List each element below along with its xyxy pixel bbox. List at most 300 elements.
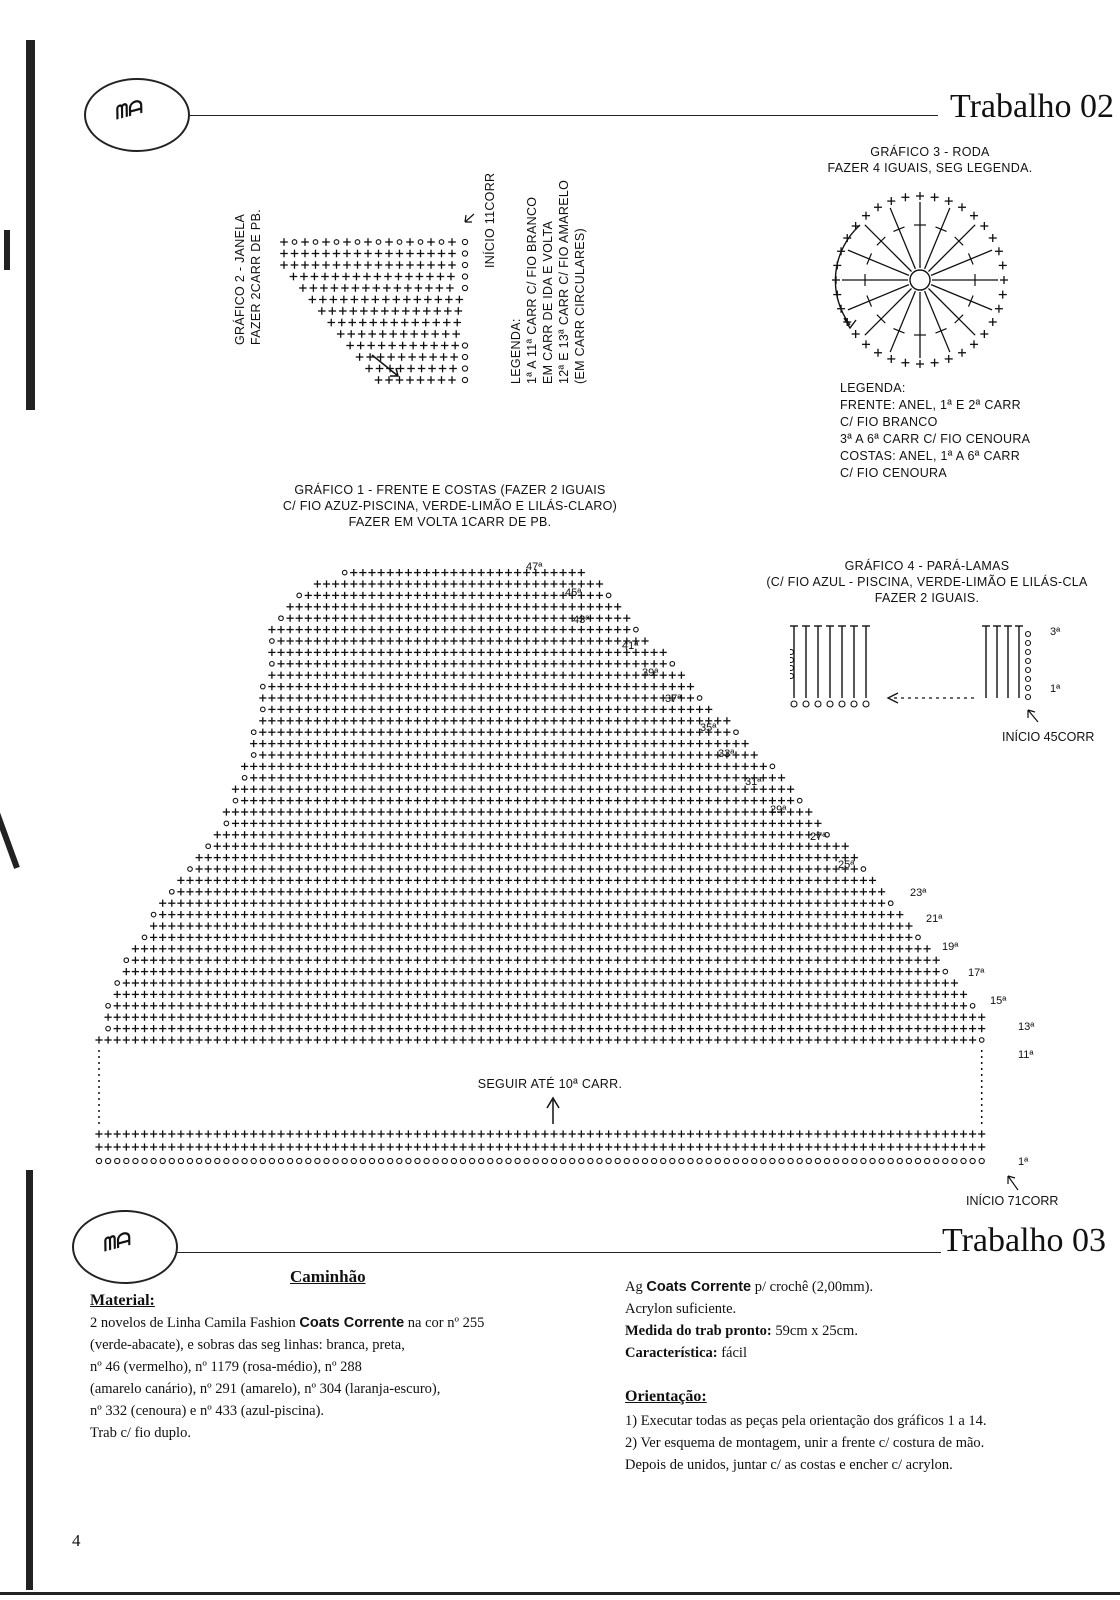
stitch-plus: [714, 843, 721, 850]
stitch-plus: [287, 774, 294, 781]
stitch-plus: [523, 717, 530, 724]
stitch-plus: [396, 922, 403, 929]
stitch-chain: [178, 1158, 183, 1163]
stitch-plus: [651, 991, 658, 998]
stitch-plus: [341, 1014, 348, 1021]
stitch-plus: [532, 649, 539, 656]
stitch-chain: [406, 1158, 411, 1163]
stitch-plus: [714, 1025, 721, 1032]
stitch-plus: [587, 580, 594, 587]
stitch-plus: [350, 922, 357, 929]
stitch-plus: [660, 968, 667, 975]
stitch-plus: [441, 922, 448, 929]
stitch-plus: [341, 1143, 348, 1150]
stitch-plus: [560, 968, 567, 975]
stitch-chain: [133, 1158, 138, 1163]
stitch-plus: [259, 763, 266, 770]
stitch-plus: [632, 854, 639, 861]
stitch-plus: [614, 615, 621, 622]
stitch-plus: [760, 945, 767, 952]
stitch-plus: [332, 626, 339, 633]
stitch-plus: [614, 603, 621, 610]
stitch-plus: [168, 1025, 175, 1032]
stitch-plus: [469, 603, 476, 610]
stitch-plus: [387, 1130, 394, 1137]
stitch-plus: [459, 831, 466, 838]
stitch-plus: [614, 934, 621, 941]
stitch-plus: [223, 900, 230, 907]
stitch-plus: [541, 660, 548, 667]
stitch-plus: [723, 1143, 730, 1150]
stitch-plus: [114, 1143, 121, 1150]
stitch-plus: [205, 934, 212, 941]
stitch-plus: [277, 934, 284, 941]
stitch-plus: [605, 717, 612, 724]
stitch-plus: [378, 751, 385, 758]
stitch-plus: [314, 580, 321, 587]
stitch-plus: [396, 580, 403, 587]
stitch-plus: [378, 774, 385, 781]
stitch-plus: [459, 626, 466, 633]
stitch-plus: [842, 968, 849, 975]
stitch-plus: [605, 991, 612, 998]
stitch-plus: [787, 968, 794, 975]
stitch-plus: [541, 991, 548, 998]
stitch-plus: [742, 922, 749, 929]
stitch-plus: [605, 945, 612, 952]
stitch-plus: [687, 877, 694, 884]
stitch-plus: [396, 1036, 403, 1043]
stitch-chain: [870, 1158, 875, 1163]
stitch-plus: [651, 888, 658, 895]
stitch-plus: [405, 843, 412, 850]
stitch-plus: [387, 649, 394, 656]
stitch-plus: [450, 660, 457, 667]
stitch-plus: [632, 729, 639, 736]
stitch-plus: [432, 797, 439, 804]
stitch-plus: [305, 1002, 312, 1009]
stitch-plus: [569, 717, 576, 724]
stitch-plus: [842, 945, 849, 952]
stitch-plus: [723, 786, 730, 793]
stitch-plus: [523, 877, 530, 884]
stitch-chain: [790, 674, 794, 679]
stitch-plus: [314, 626, 321, 633]
stitch-plus: [469, 763, 476, 770]
stitch-plus: [723, 968, 730, 975]
stitch-plus: [514, 843, 521, 850]
stitch-plus: [168, 1036, 175, 1043]
stitch-chain: [797, 1158, 802, 1163]
stitch-plus: [205, 1002, 212, 1009]
stitch-plus: [796, 1002, 803, 1009]
stitch-plus: [787, 854, 794, 861]
stitch-plus: [569, 1143, 576, 1150]
stitch-plus: [350, 808, 357, 815]
stitch-plus: [441, 1143, 448, 1150]
stitch-plus: [760, 991, 767, 998]
stitch-plus: [632, 957, 639, 964]
stitch-plus: [441, 1130, 448, 1137]
stitch-plus: [441, 592, 448, 599]
stitch-plus: [905, 968, 912, 975]
stitch-plus: [423, 900, 430, 907]
stitch-plus: [842, 1143, 849, 1150]
stitch-plus: [387, 820, 394, 827]
stitch-plus: [532, 854, 539, 861]
stitch-plus: [587, 1014, 594, 1021]
stitch-plus: [614, 820, 621, 827]
stitch-plus: [405, 694, 412, 701]
stitch-plus: [469, 751, 476, 758]
stitch-plus: [705, 763, 712, 770]
stitch-plus: [569, 694, 576, 701]
stitch-plus: [150, 1014, 157, 1021]
stitch-plus: [277, 694, 284, 701]
stitch-plus: [95, 1143, 102, 1150]
stitch-plus: [760, 1036, 767, 1043]
stitch-plus: [186, 1130, 193, 1137]
stitch-plus: [678, 922, 685, 929]
stitch-plus: [132, 1143, 139, 1150]
stitch-plus: [323, 808, 330, 815]
stitch-plus: [150, 1002, 157, 1009]
stitch-plus: [378, 1014, 385, 1021]
stitch-plus: [487, 717, 494, 724]
stitch-plus: [678, 797, 685, 804]
stitch-plus: [423, 660, 430, 667]
stitch-plus: [505, 945, 512, 952]
stitch-plus: [296, 1130, 303, 1137]
stitch-plus: [714, 1130, 721, 1137]
stitch-plus: [196, 1143, 203, 1150]
stitch-plus: [732, 1130, 739, 1137]
stitch-plus: [314, 1143, 321, 1150]
stitch-chain: [278, 1158, 283, 1163]
stitch-plus: [523, 957, 530, 964]
stitch-plus: [560, 957, 567, 964]
stitch-plus: [287, 1025, 294, 1032]
stitch-plus: [232, 1130, 239, 1137]
stitch-plus: [550, 774, 557, 781]
stitch-plus: [614, 729, 621, 736]
grafico2-start: INÍCIO 11CORR: [483, 172, 497, 268]
stitch-plus: [687, 991, 694, 998]
stitch-plus: [350, 717, 357, 724]
stitch-plus: [887, 911, 894, 918]
stitch-chain: [815, 701, 821, 707]
stitch-plus: [660, 1002, 667, 1009]
stitch-plus: [523, 751, 530, 758]
stitch-plus: [569, 1025, 576, 1032]
stitch-chain: [670, 1158, 675, 1163]
stitch-plus: [669, 740, 676, 747]
stitch-chain: [197, 1158, 202, 1163]
stitch-plus: [359, 1025, 366, 1032]
stitch-plus: [241, 911, 248, 918]
stitch-plus: [796, 1025, 803, 1032]
stitch-plus: [496, 820, 503, 827]
stitch-plus: [678, 1014, 685, 1021]
stitch-plus: [423, 1036, 430, 1043]
stitch-plus: [441, 569, 448, 576]
stitch-plus: [532, 786, 539, 793]
stitch-chain: [142, 1158, 147, 1163]
stitch-plus: [869, 968, 876, 975]
stitch-plus: [378, 797, 385, 804]
stitch-plus: [323, 957, 330, 964]
grafico2-legend: LEGENDA: 1ª A 11ª CARR C/ FIO BRANCO EM CARR DE IDA E VOLTA 12ª E 13ª CARR C/ FIO AMARELO (EM CARR CIRCULARES): [509, 179, 587, 384]
stitch-plus: [587, 603, 594, 610]
stitch-plus: [396, 865, 403, 872]
stitch-plus: [823, 877, 830, 884]
stitch-plus: [560, 922, 567, 929]
stitch-plus: [168, 979, 175, 986]
stitch-plus: [632, 877, 639, 884]
stitch-chain: [251, 1158, 256, 1163]
stitch-plus: [632, 934, 639, 941]
stitch-plus: [250, 979, 257, 986]
stitch-plus: [623, 820, 630, 827]
stitch-plus: [277, 945, 284, 952]
stitch-plus: [323, 1036, 330, 1043]
stitch-plus: [687, 1014, 694, 1021]
stitch-plus: [141, 1002, 148, 1009]
stitch-plus: [232, 843, 239, 850]
stitch-plus: [760, 1014, 767, 1021]
stitch-plus: [641, 922, 648, 929]
stitch-plus: [678, 820, 685, 827]
stitch-chain: [251, 753, 256, 758]
stitch-plus: [341, 592, 348, 599]
stitch-plus: [469, 706, 476, 713]
stitch-plus: [951, 1025, 958, 1032]
stitch-plus: [487, 729, 494, 736]
stitch-plus: [405, 683, 412, 690]
stitch-plus: [487, 865, 494, 872]
stitch-plus: [905, 1025, 912, 1032]
stitch-plus: [905, 991, 912, 998]
stitch-plus: [578, 888, 585, 895]
stitch-plus: [350, 865, 357, 872]
stitch-plus: [587, 991, 594, 998]
stitch-plus: [487, 888, 494, 895]
stitch-plus: [878, 911, 885, 918]
stitch-plus: [696, 979, 703, 986]
stitch-plus: [614, 900, 621, 907]
stitch-chain: [979, 1038, 984, 1043]
stitch-plus: [614, 854, 621, 861]
stitch-plus: [405, 957, 412, 964]
stitch-plus: [232, 957, 239, 964]
stitch-plus: [405, 968, 412, 975]
stitch-plus: [287, 694, 294, 701]
stitch-plus: [323, 1025, 330, 1032]
stitch-plus: [796, 900, 803, 907]
stitch-plus: [423, 1130, 430, 1137]
stitch-plus: [523, 672, 530, 679]
stitch-plus: [623, 1025, 630, 1032]
stitch-plus: [459, 888, 466, 895]
stitch-plus: [569, 637, 576, 644]
stitch-plus: [560, 774, 567, 781]
stitch-plus: [450, 922, 457, 929]
stitch-plus: [314, 774, 321, 781]
stitch-plus: [123, 1130, 130, 1137]
stitch-plus: [250, 843, 257, 850]
stitch-plus: [350, 774, 357, 781]
stitch-plus: [405, 660, 412, 667]
stitch-plus: [123, 1143, 130, 1150]
stitch-plus: [760, 831, 767, 838]
stitch-plus: [742, 843, 749, 850]
stitch-plus: [123, 1014, 130, 1021]
stitch-plus: [587, 1002, 594, 1009]
stitch-plus: [805, 1014, 812, 1021]
stitch-plus: [769, 820, 776, 827]
stitch-plus: [214, 831, 221, 838]
stitch-plus: [669, 911, 676, 918]
stitch-plus: [623, 717, 630, 724]
stitch-plus: [860, 968, 867, 975]
stitch-plus: [651, 979, 658, 986]
stitch-plus: [478, 592, 485, 599]
stitch-plus: [441, 786, 448, 793]
stitch-chain: [488, 1158, 493, 1163]
stitch-plus: [578, 854, 585, 861]
stitch-chain: [160, 1158, 165, 1163]
stitch-plus: [368, 763, 375, 770]
stitch-plus: [623, 615, 630, 622]
stitch-plus: [387, 1143, 394, 1150]
stitch-plus: [587, 637, 594, 644]
stitch-plus: [678, 911, 685, 918]
stitch-plus: [596, 1036, 603, 1043]
stitch-plus: [296, 1025, 303, 1032]
stitch-plus: [505, 1014, 512, 1021]
stitch-plus: [678, 706, 685, 713]
stitch-plus: [569, 900, 576, 907]
stitch-plus: [450, 808, 457, 815]
stitch-plus: [359, 763, 366, 770]
stitch-plus: [596, 649, 603, 656]
stitch-plus: [596, 763, 603, 770]
stitch-plus: [350, 1002, 357, 1009]
stitch-plus: [423, 865, 430, 872]
stitch-plus: [441, 649, 448, 656]
stitch-plus: [441, 774, 448, 781]
stitch-plus: [614, 911, 621, 918]
stitch-plus: [469, 649, 476, 656]
stitch-plus: [596, 603, 603, 610]
stitch-plus: [560, 1036, 567, 1043]
stitch-plus: [487, 660, 494, 667]
stitch-plus: [632, 1014, 639, 1021]
stitch-plus: [405, 751, 412, 758]
stitch-plus: [378, 1130, 385, 1137]
stitch-plus: [514, 603, 521, 610]
stitch-plus: [323, 1014, 330, 1021]
stitch-plus: [396, 991, 403, 998]
stitch-plus: [578, 603, 585, 610]
stitch-plus: [696, 991, 703, 998]
stitch-plus: [268, 820, 275, 827]
stitch-plus: [259, 694, 266, 701]
stitch-plus: [696, 854, 703, 861]
stitch-plus: [159, 922, 166, 929]
stitch-plus: [387, 569, 394, 576]
stitch-plus: [814, 1143, 821, 1150]
stitch-plus: [714, 900, 721, 907]
stitch-plus: [432, 615, 439, 622]
stitch-plus: [378, 1036, 385, 1043]
stitch-plus: [632, 979, 639, 986]
stitch-plus: [505, 603, 512, 610]
stitch-plus: [141, 1130, 148, 1137]
stitch-plus: [514, 900, 521, 907]
stitch-plus: [742, 831, 749, 838]
stitch-plus: [532, 774, 539, 781]
stitch-plus: [560, 729, 567, 736]
stitch-plus: [587, 763, 594, 770]
stitch-plus: [833, 900, 840, 907]
stitch-plus: [305, 991, 312, 998]
stitch-plus: [305, 922, 312, 929]
stitch-plus: [250, 1130, 257, 1137]
stitch-plus: [268, 979, 275, 986]
stitch-plus: [232, 968, 239, 975]
stitch-plus: [550, 786, 557, 793]
stitch-plus: [787, 991, 794, 998]
stitch-plus: [368, 922, 375, 929]
stitch-plus: [914, 1014, 921, 1021]
stitch-plus: [696, 1002, 703, 1009]
stitch-plus: [478, 694, 485, 701]
stitch-chain: [770, 764, 775, 769]
stitch-plus: [814, 854, 821, 861]
stitch-plus: [641, 694, 648, 701]
stitch-plus: [541, 1025, 548, 1032]
stitch-plus: [414, 831, 421, 838]
grafico1-start: INÍCIO 71CORR: [966, 1194, 1059, 1208]
stitch-chain: [215, 1158, 220, 1163]
stitch-plus: [614, 1143, 621, 1150]
stitch-plus: [833, 922, 840, 929]
stitch-plus: [623, 797, 630, 804]
stitch-plus: [478, 945, 485, 952]
stitch-plus: [450, 957, 457, 964]
stitch-plus: [669, 945, 676, 952]
stitch-plus: [896, 945, 903, 952]
stitch-plus: [696, 820, 703, 827]
stitch-plus: [296, 888, 303, 895]
stitch-plus: [760, 1143, 767, 1150]
stitch-plus: [250, 831, 257, 838]
stitch-plus: [678, 979, 685, 986]
stitch-plus: [569, 934, 576, 941]
stitch-plus: [378, 831, 385, 838]
stitch-plus: [669, 672, 676, 679]
stitch-plus: [232, 820, 239, 827]
stitch-plus: [314, 922, 321, 929]
stitch-plus: [296, 637, 303, 644]
stitch-plus: [651, 1036, 658, 1043]
stitch-plus: [168, 1130, 175, 1137]
stitch-plus: [396, 843, 403, 850]
stitch-plus: [605, 615, 612, 622]
stitch-plus: [960, 1130, 967, 1137]
stitch-plus: [441, 740, 448, 747]
